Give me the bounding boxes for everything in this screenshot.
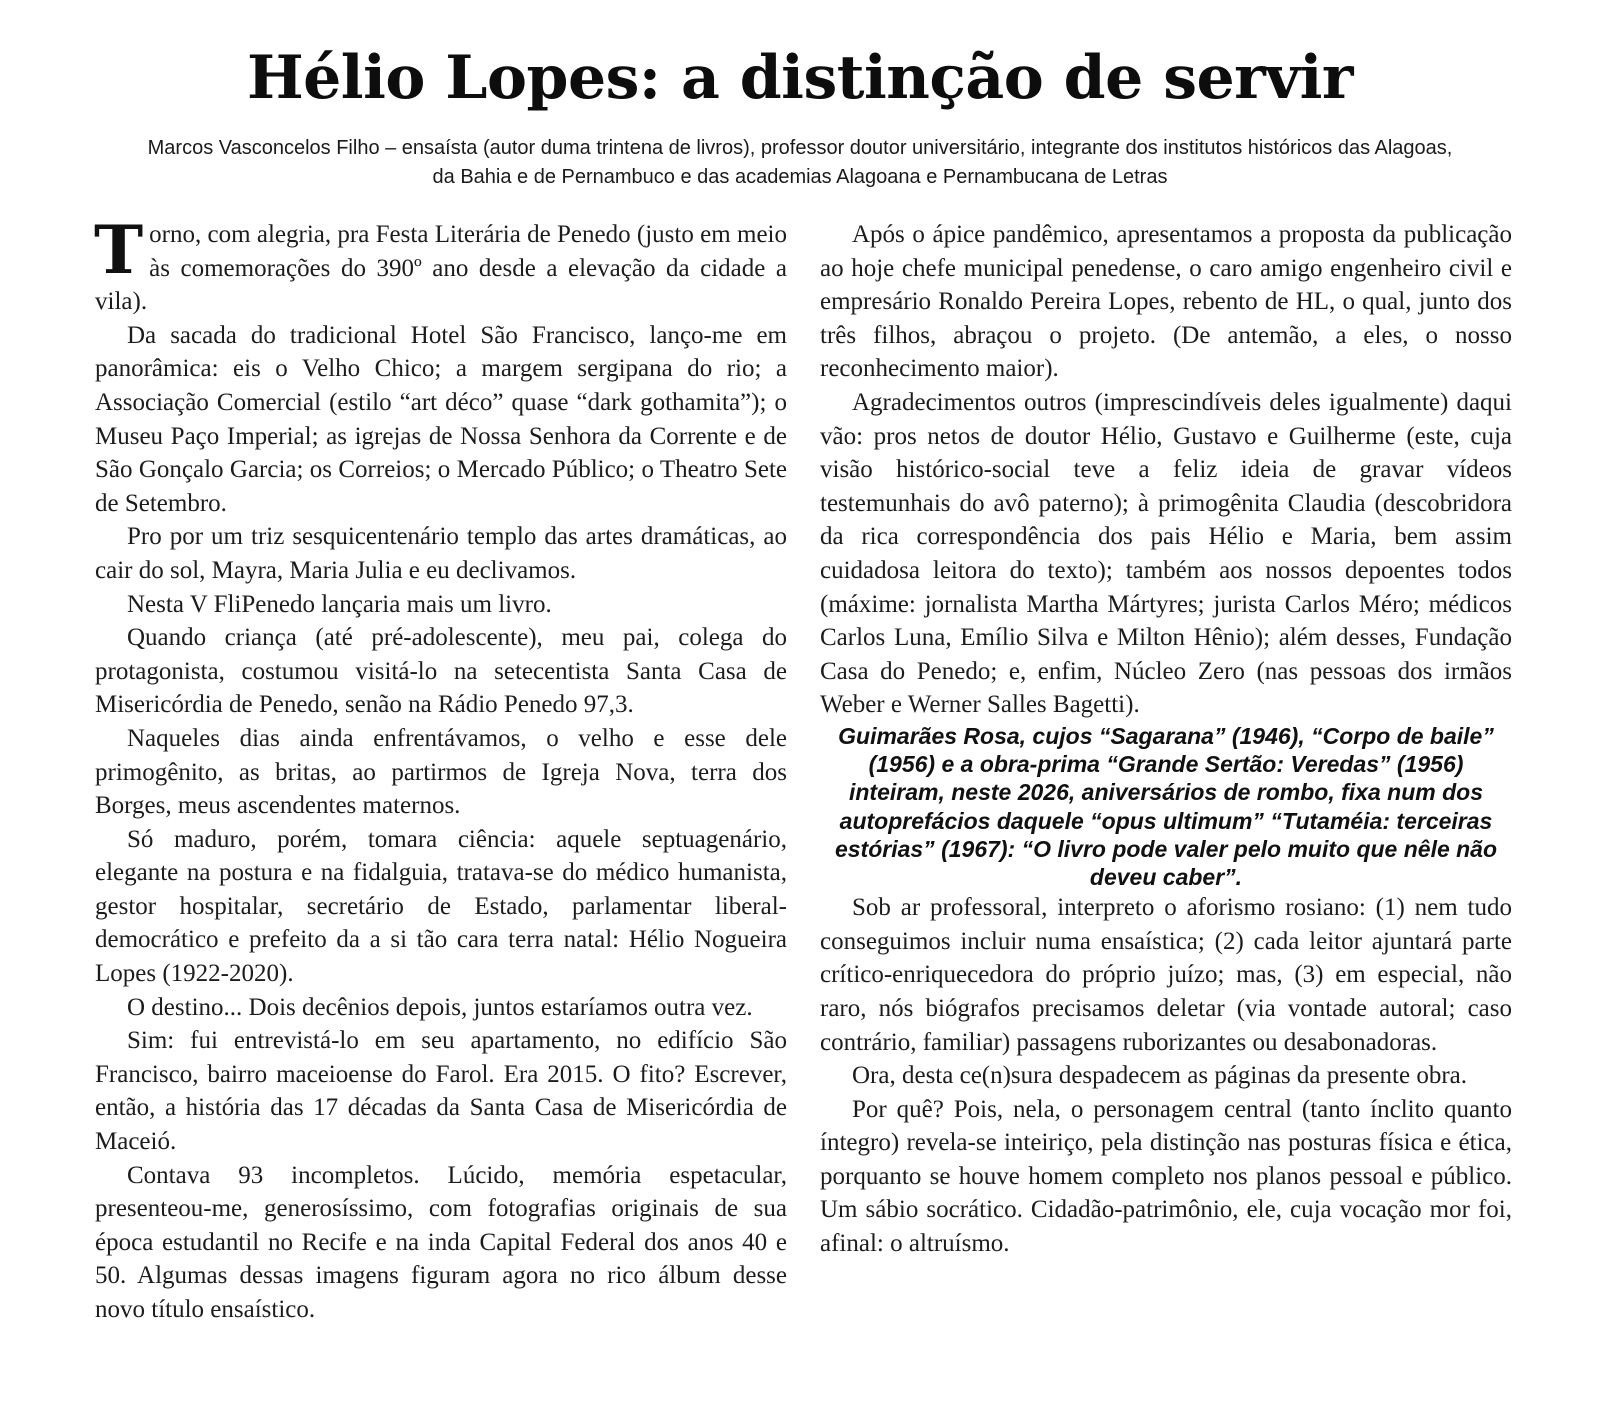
paragraph-1: Torno, com alegria, pra Festa Literária de Penedo (justo em meio às comemorações do 390º ano desde a elevação da cidade a vila). [94,211,787,316]
paragraph-2: Da sacada do tradicional Hotel São Francisco, lanço-me em panorâmica: eis o Velho Chico; a margem sergipana do rio; a Associação Comercial (estilo “art déco” quase “dark gothamita”); o Museu Paço Imperial; as igrejas de Nossa Senhora da Corrente e de São Gonçalo Garcia; os Correios; o Mercado Público; o Theatro Sete de Setembro. [95,321,787,517]
paragraph-14: Ora, desta ce(n)sura despadecem as páginas da presente obra. [852,1062,1467,1090]
drop-cap: T [94,211,144,289]
paragraph-6: Naqueles dias ainda enfrentávamos, o velho e esse dele primogênito, as britas, ao partirmos de Igreja Nova, terra dos Borges, meus ascendentes maternos. [95,724,787,820]
paragraph-10: Contava 93 incompletos. Lúcido, memória espetacular, presenteou-me, generosíssimo, com fotografias originais de sua época estudantil no Recife e na inda Capital Federal dos anos 40 e 50. Algumas dessas imagens figuram agora no rico álbum desse novo título ensaístico. [95,1161,787,1323]
paragraph-9: Sim: fui entrevistá-lo em seu apartamento, no edifício São Francisco, bairro maceioense do Farol. Era 2015. O fito? Escrever, então, a história das 17 décadas da Santa Casa de Misericórdia de Maceió. [95,1027,787,1156]
paragraph-13: Sob ar professoral, interpreto o aforismo rosiano: (1) nem tudo conseguimos incluir numa ensaística; (2) cada leitor ajuntará parte crítico-enriquecedora do próprio juízo; mas, (3) em especial, não raro, nós biógrafos precisamos deletar (via vontade autoral; caso contrário, familiar) passagens ruborizantes ou desabonadoras. [820,894,1512,1056]
article-title: Hélio Lopes: a distinção de servir [246,43,1354,113]
right-column [820,218,1512,1261]
paragraph-15: Por quê? Pois, nela, o personagem central (tanto ínclito quanto íntegro) revela-se inteiriço, pela distinção nas posturas física e ética, porquanto se houve homem completo nos planos pessoal e público. Um sábio socrático. Cidadão-patrimônio, ele, cuja vocação mor foi, afinal: o altruísmo. [820,1095,1512,1258]
paragraph-4: Nesta V FliPenedo lançaria mais um livro. [127,590,552,618]
author-byline: Marcos Vasconcelos Filho – ensaísta (autor duma trintena de livros), professor doutor universitário, integrante dos institutos históricos das Alagoas, da Bahia e de Pernambuco e das academias Alagoana e Pernambucana de Letras [147,137,1453,188]
left-column [94,211,787,1327]
paragraph-12: Agradecimentos outros (imprescindíveis deles igualmente) daqui vão: pros netos de doutor Hélio, Gustavo e Guilherme (este, cuja visão histórico-social teve a feliz ideia de gravar vídeos testemunhais do avô paterno); à primogênita Claudia (descobridora da rica correspondência dos pais Hélio e Maria, bem assim cuidadosa leitora do texto); também aos nossos depoentes todos (máxime: jornalista Martha Mártyres; jurista Carlos Méro; médicos Carlos Luna, Emílio Silva e Milton Hênio); além desses, Fundação Casa do Penedo; e, enfim, Núcleo Zero (nas pessoas dos irmãos Weber e Werner Salles Bagetti). [820,388,1512,719]
pull-quote: Guimarães Rosa, cujos “Sagarana” (1946), “Corpo de baile” (1956) e a obra-prima “Grande Sertão: Veredas” (1956) inteiram, neste 2026, aniversários de rombo, fixa num dos autoprefácios daquele “opus ultimum” “Tutaméia: terceiras estórias” (1967): “O livro pode valer pelo muito que nêle não deveu caber”. [834,722,1498,890]
paragraph-7: Só maduro, porém, tomara ciência: aquele septuagenário, elegante na postura e na fidalguia, tratava-se do médico humanista, gestor hospitalar, secretário de Estado, parlamentar liberal-democrático e prefeito da a si tão cara terra natal: Hélio Nogueira Lopes (1922-2020). [95,825,787,988]
paragraph-8: O destino... Dois decênios depois, juntos estaríamos outra vez. [127,993,753,1021]
paragraph-3: Pro por um triz sesquicentenário templo das artes dramáticas, ao cair do sol, Mayra, Maria Julia e eu declivamos. [95,523,787,584]
paragraph-11: Após o ápice pandêmico, apresentamos a proposta da publicação ao hoje chefe municipal penedense, o caro amigo engenheiro civil e empresário Ronaldo Pereira Lopes, rebento de HL, o qual, junto dos três filhos, abraçou o projeto. (De antemão, a eles, o nosso reconhecimento maior). [820,221,1512,383]
paragraph-5: Quando criança (até pré-adolescente), meu pai, colega do protagonista, costumou visitá-lo na setecentista Santa Casa de Misericórdia de Penedo, senão na Rádio Penedo 97,3. [95,624,787,719]
